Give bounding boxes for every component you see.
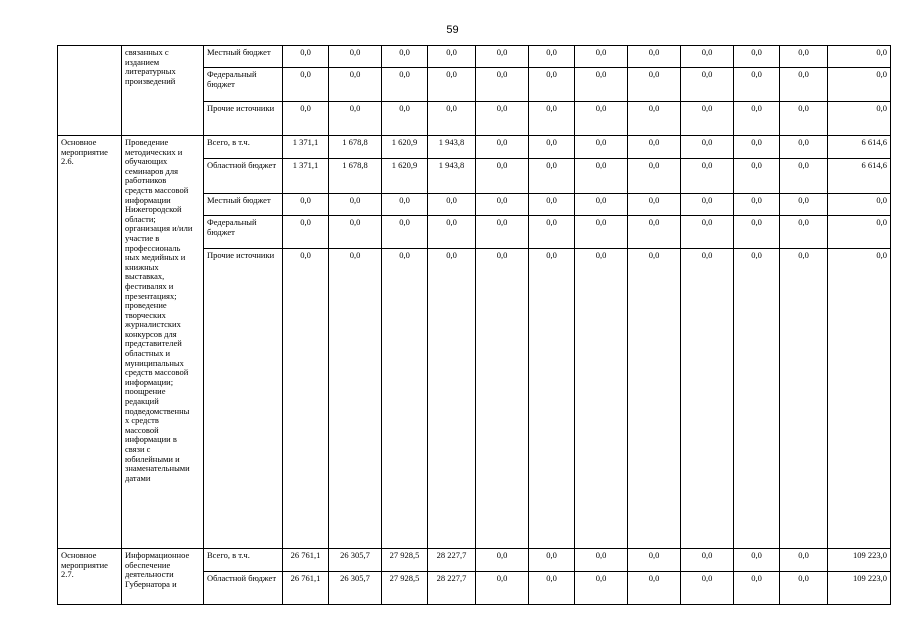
value-cell: 0,0 (529, 102, 575, 136)
description-line: изданием (125, 56, 160, 67)
description-line: Проведение (125, 137, 169, 147)
value-cell: 0,0 (476, 136, 529, 159)
value-cell: 1 943,8 (428, 159, 476, 194)
description-line: знаменательными (125, 463, 190, 474)
value-cell: 0,0 (780, 136, 828, 159)
description-line: областных и (125, 348, 171, 359)
value-cell: 1 620,9 (382, 136, 428, 159)
value-cell: 0,0 (575, 68, 628, 102)
description-line: представителей (125, 338, 182, 349)
value-cell: 27 928,5 (382, 572, 428, 605)
value-cell: 0,0 (283, 194, 329, 216)
value-cell: 0,0 (681, 136, 734, 159)
value-cell: 0,0 (428, 216, 476, 249)
value-cell: 0,0 (575, 572, 628, 605)
total-value-cell: 6 614,6 (828, 136, 891, 159)
value-cell: 0,0 (529, 46, 575, 68)
value-cell: 0,0 (575, 549, 628, 572)
description-line: муниципальных (125, 357, 184, 368)
event-description-cell (122, 136, 204, 549)
event-name-cell (58, 46, 122, 136)
value-cell: 0,0 (780, 102, 828, 136)
value-cell: 0,0 (476, 549, 529, 572)
description-line: участие в (125, 232, 160, 243)
value-cell: 26 761,1 (283, 572, 329, 605)
description-line: массовой (125, 424, 159, 435)
value-cell: 0,0 (734, 136, 780, 159)
total-value-cell: 0,0 (828, 46, 891, 68)
value-cell: 0,0 (780, 46, 828, 68)
value-cell: 0,0 (628, 68, 681, 102)
value-cell: 0,0 (382, 194, 428, 216)
value-cell: 0,0 (382, 102, 428, 136)
value-cell: 0,0 (734, 216, 780, 249)
description-line: Губернатора и (125, 578, 177, 589)
description-line: литературных (125, 66, 176, 77)
value-cell: 0,0 (382, 249, 428, 549)
event-name-cell: Основное мероприятие 2.6. (58, 136, 122, 549)
value-cell: 0,0 (681, 194, 734, 216)
description-line: связанных с (125, 47, 169, 57)
value-cell: 0,0 (681, 68, 734, 102)
value-cell: 1 678,8 (329, 136, 382, 159)
value-cell: 1 371,1 (283, 159, 329, 194)
funding-source-cell: Местный бюджет (204, 46, 283, 68)
value-cell: 1 678,8 (329, 159, 382, 194)
value-cell: 0,0 (734, 572, 780, 605)
description-line: деятельности (125, 569, 174, 580)
event-description-cell (122, 46, 204, 136)
description-line: работников (125, 175, 167, 186)
value-cell: 0,0 (529, 549, 575, 572)
value-cell: 0,0 (428, 194, 476, 216)
value-cell: 0,0 (734, 68, 780, 102)
value-cell: 0,0 (329, 216, 382, 249)
value-cell: 0,0 (780, 249, 828, 549)
funding-source-cell: Областной бюджет (204, 159, 283, 194)
value-cell: 0,0 (628, 549, 681, 572)
value-cell: 0,0 (329, 46, 382, 68)
description-line: подведомственны (125, 405, 190, 416)
description-line: информации (125, 194, 171, 205)
total-value-cell: 0,0 (828, 216, 891, 249)
value-cell: 1 943,8 (428, 136, 476, 159)
value-cell: 0,0 (628, 572, 681, 605)
table-row (58, 549, 891, 572)
funding-source-cell: Федеральный бюджет (204, 68, 283, 102)
value-cell: 0,0 (476, 572, 529, 605)
total-value-cell: 0,0 (828, 68, 891, 102)
value-cell: 0,0 (780, 159, 828, 194)
value-cell: 0,0 (382, 68, 428, 102)
funding-source-cell: Областной бюджет (204, 572, 283, 605)
value-cell: 0,0 (780, 216, 828, 249)
value-cell: 0,0 (681, 572, 734, 605)
funding-source-cell: Всего, в т.ч. (204, 136, 283, 159)
description-line: выставках, (125, 271, 165, 282)
description-line: информации в (125, 434, 177, 445)
value-cell: 0,0 (329, 102, 382, 136)
budget-table (57, 45, 891, 605)
value-cell: 0,0 (529, 136, 575, 159)
description-line: презентациях; (125, 290, 177, 301)
description-line: связи с (125, 444, 151, 454)
value-cell: 1 371,1 (283, 136, 329, 159)
description-line: информации; (125, 376, 174, 387)
total-value-cell: 6 614,6 (828, 159, 891, 194)
total-value-cell: 0,0 (828, 194, 891, 216)
value-cell: 0,0 (329, 68, 382, 102)
description-line: методических и (125, 146, 183, 157)
value-cell: 0,0 (575, 249, 628, 549)
total-value-cell: 109 223,0 (828, 549, 891, 572)
description-line: обеспечение (125, 559, 171, 570)
value-cell: 0,0 (476, 249, 529, 549)
description-line: творческих (125, 309, 166, 320)
value-cell: 0,0 (529, 216, 575, 249)
value-cell: 0,0 (428, 249, 476, 549)
description-line: конкурсов для (125, 328, 177, 339)
description-line: средств массовой (125, 367, 189, 378)
description-line: книжных (125, 261, 159, 272)
value-cell: 0,0 (476, 159, 529, 194)
description-line: редакций (125, 396, 159, 407)
value-cell: 1 620,9 (382, 159, 428, 194)
description-line: профессиональ (125, 242, 181, 253)
value-cell: 0,0 (628, 159, 681, 194)
value-cell: 0,0 (283, 249, 329, 549)
value-cell: 26 305,7 (329, 572, 382, 605)
value-cell: 0,0 (476, 216, 529, 249)
table-row (58, 136, 891, 159)
description-line: Нижегородской (125, 204, 182, 215)
value-cell: 0,0 (476, 102, 529, 136)
value-cell: 26 305,7 (329, 549, 382, 572)
description-line: датами (125, 472, 151, 483)
value-cell: 0,0 (681, 549, 734, 572)
value-cell: 0,0 (575, 136, 628, 159)
value-cell: 0,0 (575, 159, 628, 194)
value-cell: 0,0 (681, 249, 734, 549)
value-cell: 0,0 (529, 572, 575, 605)
value-cell: 0,0 (575, 46, 628, 68)
value-cell: 0,0 (283, 46, 329, 68)
value-cell: 0,0 (428, 102, 476, 136)
value-cell: 0,0 (628, 46, 681, 68)
value-cell: 0,0 (529, 249, 575, 549)
value-cell: 0,0 (681, 46, 734, 68)
funding-source-cell: Прочие источники (204, 249, 283, 549)
value-cell: 0,0 (628, 216, 681, 249)
value-cell: 0,0 (734, 159, 780, 194)
value-cell: 0,0 (681, 216, 734, 249)
value-cell: 0,0 (476, 68, 529, 102)
description-line: ных медийных и (125, 252, 186, 263)
description-line: х средств (125, 415, 159, 426)
value-cell: 0,0 (780, 68, 828, 102)
value-cell: 28 227,7 (428, 549, 476, 572)
value-cell: 0,0 (575, 194, 628, 216)
value-cell: 0,0 (780, 194, 828, 216)
value-cell: 0,0 (428, 46, 476, 68)
value-cell: 26 761,1 (283, 549, 329, 572)
value-cell: 0,0 (628, 102, 681, 136)
funding-source-cell: Всего, в т.ч. (204, 549, 283, 572)
value-cell: 0,0 (734, 549, 780, 572)
value-cell: 0,0 (529, 68, 575, 102)
description-line: средств массовой (125, 184, 189, 195)
description-line: поощрение (125, 386, 166, 397)
value-cell: 0,0 (529, 194, 575, 216)
total-value-cell: 0,0 (828, 249, 891, 549)
value-cell: 0,0 (428, 68, 476, 102)
value-cell: 0,0 (476, 194, 529, 216)
value-cell: 0,0 (575, 216, 628, 249)
value-cell: 0,0 (628, 194, 681, 216)
value-cell: 0,0 (681, 159, 734, 194)
funding-source-cell: Местный бюджет (204, 194, 283, 216)
value-cell: 0,0 (734, 102, 780, 136)
description-line: Информационное (125, 550, 190, 560)
value-cell: 0,0 (329, 194, 382, 216)
table-row (58, 46, 891, 68)
value-cell: 0,0 (283, 102, 329, 136)
value-cell: 0,0 (734, 249, 780, 549)
total-value-cell: 0,0 (828, 102, 891, 136)
value-cell: 0,0 (476, 46, 529, 68)
page-number: 59 (446, 24, 459, 36)
value-cell: 0,0 (780, 572, 828, 605)
value-cell: 27 928,5 (382, 549, 428, 572)
value-cell: 0,0 (681, 102, 734, 136)
value-cell: 0,0 (529, 159, 575, 194)
description-line: обучающих (125, 156, 168, 167)
value-cell: 0,0 (734, 46, 780, 68)
value-cell: 0,0 (382, 216, 428, 249)
value-cell: 0,0 (575, 102, 628, 136)
value-cell: 0,0 (283, 216, 329, 249)
description-line: журналистских (125, 319, 181, 330)
description-line: области; (125, 213, 156, 224)
total-value-cell: 109 223,0 (828, 572, 891, 605)
value-cell: 0,0 (628, 136, 681, 159)
value-cell: 0,0 (734, 194, 780, 216)
description-line: юбилейными и (125, 453, 180, 464)
value-cell: 0,0 (329, 249, 382, 549)
description-line: проведение (125, 300, 167, 311)
value-cell: 28 227,7 (428, 572, 476, 605)
value-cell: 0,0 (382, 46, 428, 68)
funding-source-cell: Федеральный бюджет (204, 216, 283, 249)
value-cell: 0,0 (628, 249, 681, 549)
description-line: произведений (125, 75, 176, 86)
description-line: фестивалях и (125, 280, 174, 291)
description-line: семинаров для (125, 165, 179, 176)
value-cell: 0,0 (780, 549, 828, 572)
description-line: организация и/или (125, 223, 193, 234)
event-name-cell: Основное мероприятие 2.7. (58, 549, 122, 605)
funding-source-cell: Прочие источники (204, 102, 283, 136)
value-cell: 0,0 (283, 68, 329, 102)
event-description-cell (122, 549, 204, 605)
